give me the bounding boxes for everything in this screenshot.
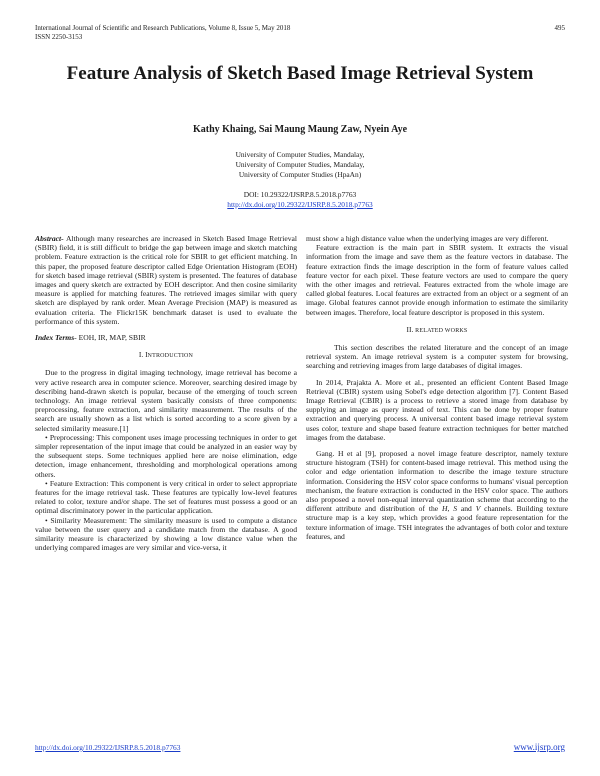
intro-paragraph-feature-extraction: Feature extraction is the main part in SBIR system. It extracts the visual information from the image and save them as the feature vectors in database. The feature extraction finds the image description in the form of feature values called feature vector for each pixel. These feature vectors are used to compare the query with the other images and retrieval. Features extracted from the whole image are called global features. Local features are extracted from an object or a segment of an image. Global features cannot provide enough information to estimate the similarity between images. Therefore, local feature descriptor is proposed in this system. — [306, 243, 568, 317]
related-paragraph-1: This section describes the related literature and the concept of an image retrieval system. An image retrieval system is a computer system for browsing, searching and retrieving images from large databases of digital images. — [306, 343, 568, 371]
section-heading-introduction: I. INTRODUCTION — [138, 350, 194, 360]
right-column — [306, 234, 568, 541]
left-column — [35, 234, 297, 553]
affiliation-3: University of Computer Studies (HpaAn) — [238, 170, 362, 179]
page-number: 495 — [554, 24, 565, 32]
issn: ISSN 2250-3153 — [35, 33, 83, 41]
doi-text: DOI: 10.29322/IJSRP.8.5.2018.p7763 — [243, 190, 357, 199]
intro-continued: must show a high distance value when the underlying images are very different. — [306, 234, 549, 243]
doi-link[interactable]: http://dx.doi.org/10.29322/IJSRP.8.5.2018.p7763 — [227, 200, 373, 209]
page-footer — [35, 743, 565, 752]
index-terms-label: Index Terms — [35, 333, 75, 343]
index-terms-text: - EOH, IR, MAP, SBIR — [74, 333, 146, 343]
affiliation-1: University of Computer Studies, Mandalay, — [235, 150, 365, 159]
intro-bullet-preprocessing: • Preprocessing: This component uses image processing techniques in order to get simpler representation of the input image that could be analyzed in an easier way by the subsequent steps. Some techniques applied here are noise elimination, edge detection, image enhancement, thresholding and morphological operations among others. — [35, 432, 297, 479]
intro-bullet-similarity: • Similarity Measurement: The similarity measure is used to compute a distance value between the user query and a candidate match from the database. A good similarity measure is characterized by showing a low distance value when the underlying compared images are very similar and vice-versa, it — [35, 515, 297, 553]
footer-site-link[interactable]: www.ijsrp.org — [513, 742, 565, 752]
section-heading-related-works: II. RELATED WORKS — [406, 324, 468, 334]
paper-title: Feature Analysis of Sketch Based Image Retrieval System — [66, 63, 534, 84]
affiliations — [40, 150, 560, 180]
authors: Kathy Khaing, Sai Maung Maung Zaw, Nyein Aye — [192, 124, 408, 135]
abstract-text: Although many researches are increased in Sketch Based Image Retrieval (SBIR) field, it is still difficult to bridge the gap between image and sketch matching problem. Feature extraction is the critical role for SBIR to get efficient matching. In this paper, the proposed feature descriptor called Edge Orientation Histogram (EOH) for sketch based image retrieval (SBIR) system is presented. The features of database images and query sketch are extracted by EOH descriptor. And then cosine similarity measure is applied for matching features. The retrieved images similar with query sketch are displayed by rank order. Mean Average Precision (MAP) is measured as evaluation criteria. The Flickr15K benchmark dataset is used to evaluate the performance of this system. — [35, 234, 297, 326]
index-terms — [35, 333, 297, 342]
abstract-label: Abstract- — [35, 234, 64, 243]
related-paragraph-3: Gang. H et al [9], proposed a novel image feature descriptor, namely texture structure histogram (TSH) for content-based image retrieval. This method using the color and edge orientation information to describe the image texture structure information. Considering the HSV color space conforms to humans' visual perception mechanism, the feature extraction is conducted in the HSV color space. The authors also proposed a novel non-equal interval quantization scheme that according to the different attribute and distribution of the H, S and V channels. Building texture structure map is a key step, which provides a good feature representation for the texture information of image. TSH integrates the advantages of both color and texture features, and — [306, 449, 569, 541]
intro-paragraph-1: Due to the progress in digital imaging technology, image retrieval has become a very active research area in computer science. Moreover, searching desired image by describing hand-drawn sketch is popular, because of the emerging of touch screen technology. An image retrieval system basically consists of three components: preprocessing, feature extraction, and similarity measurement. The results of the search are usually shown as a list which is sorted according to a score given by a selected similarity measure.[1] — [35, 368, 297, 433]
footer-doi-link[interactable]: http://dx.doi.org/10.29322/IJSRP.8.5.2018.p7763 — [35, 743, 181, 752]
intro-bullet-feature-extraction: • Feature Extraction: This component is very critical in order to select appropriate features for the image retrieval task. These features are typically low-level features related to color, texture and/or shape. The set of features must possess a good or an optimal discriminatory power in the particular application. — [35, 478, 297, 516]
related-paragraph-2: In 2014, Prajakta A. More et al., presented an efficient Content Based Image Retrieval (CBIR) system using Sobel's edge detection algorithm [7]. Content Based Image Retrieval (CBIR) is a process to retrieve a stored image from database by supplying an image as query instead of text. This can be done by proper feature extraction and querying process. A universal content based image retrieval system uses color, texture and shape based feature extraction techniques for better matched images from the database. — [306, 377, 568, 442]
abstract — [35, 234, 297, 326]
journal-name: International Journal of Scientific and Research Publications, Volume 8, Issue 5, May 2018 — [35, 24, 291, 32]
doi-block — [40, 190, 560, 210]
affiliation-2: University of Computer Studies, Mandalay, — [235, 160, 365, 169]
page-header — [35, 24, 565, 42]
